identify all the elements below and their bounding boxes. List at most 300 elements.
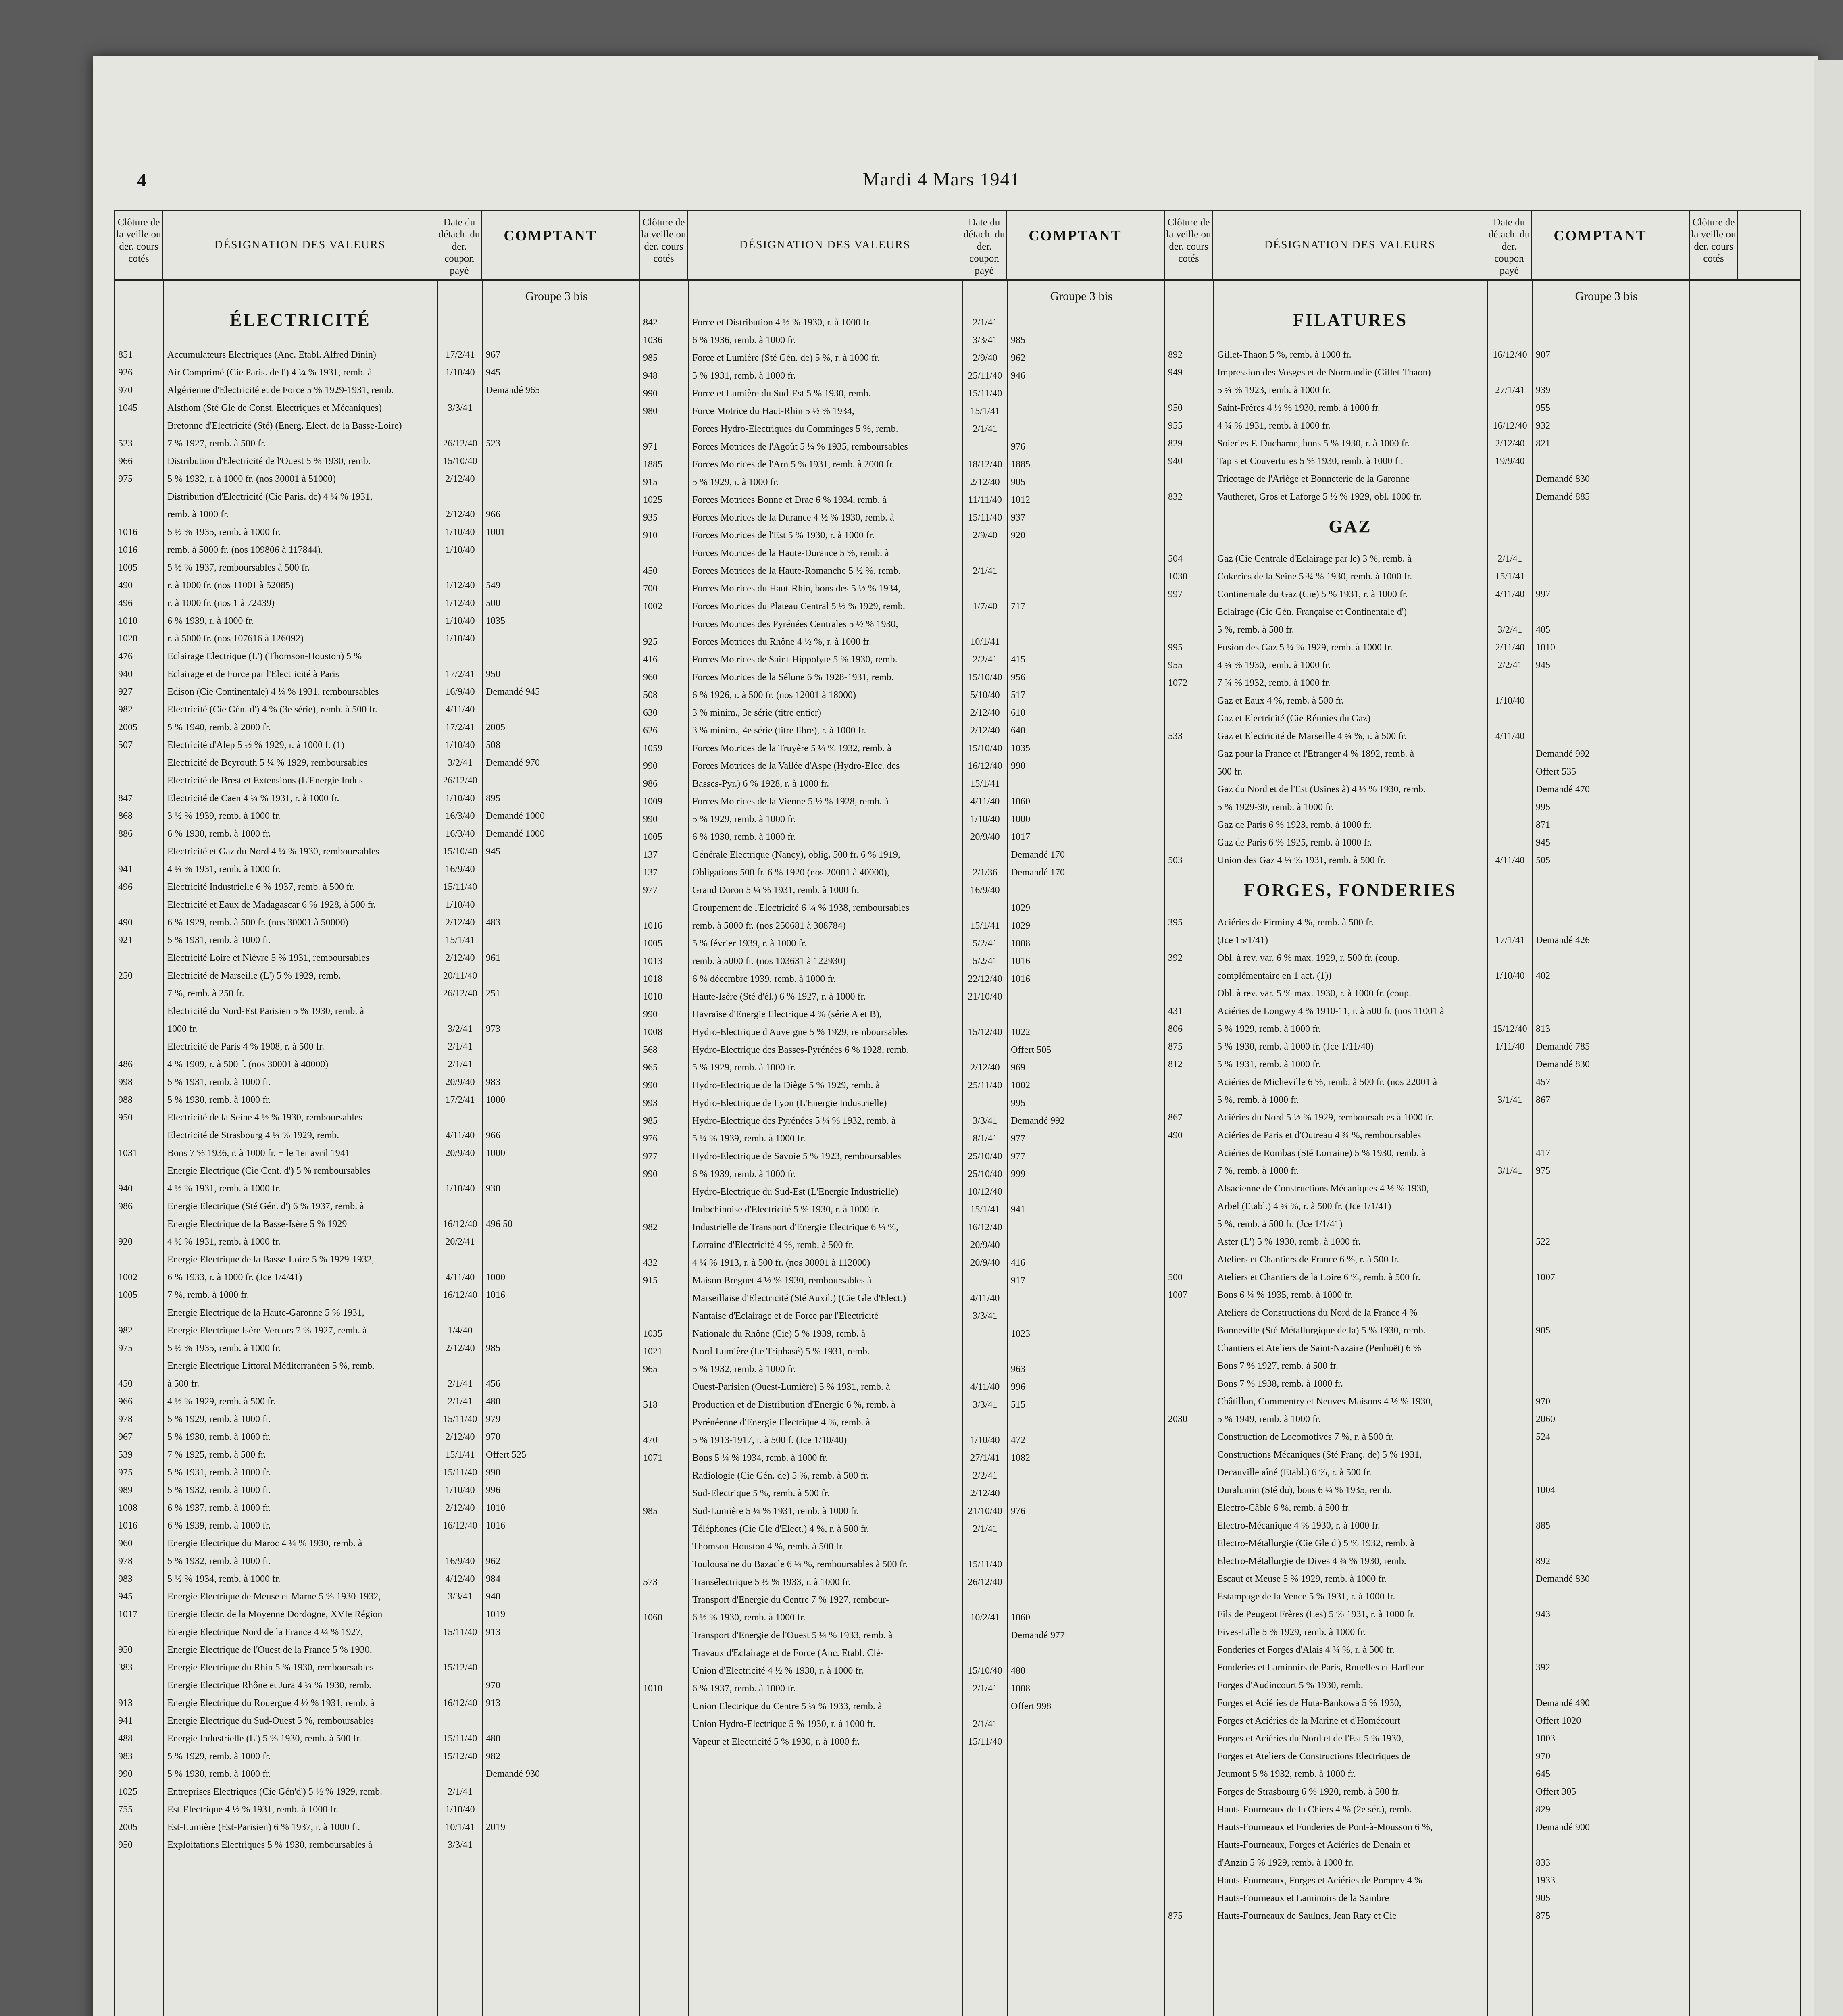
table-row bbox=[115, 1375, 639, 1393]
security-designation: 5 % 1929, r. à 1000 fr. bbox=[692, 477, 779, 487]
coupon-date: 3/2/41 bbox=[448, 758, 473, 768]
comptant-price: 1035 bbox=[486, 616, 505, 626]
comptant-price: 1023 bbox=[1011, 1329, 1030, 1339]
coupon-date: 17/1/41 bbox=[1495, 935, 1525, 946]
security-designation: 5 ½ % 1934, remb. à 1000 fr. bbox=[167, 1574, 281, 1584]
comptant-price: 907 bbox=[1536, 350, 1550, 360]
section-title: FILATURES bbox=[1293, 310, 1408, 330]
coupon-date: 15/11/40 bbox=[443, 1733, 477, 1744]
table-row bbox=[1165, 1215, 1689, 1233]
comptant-price: 1002 bbox=[1011, 1080, 1030, 1091]
comptant-price: 932 bbox=[1536, 421, 1550, 431]
security-designation: Electricité (Cie Gén. d') 4 % (3e série), remb. à 500 fr. bbox=[167, 704, 377, 715]
coupon-date: 5/2/41 bbox=[973, 956, 998, 966]
table-row bbox=[640, 846, 1164, 864]
security-designation: Electricité de la Seine 4 ½ % 1930, remboursables bbox=[167, 1112, 362, 1123]
security-designation: Forges et Ateliers de Constructions Electriques de bbox=[1217, 1751, 1411, 1762]
header-cloture: Clôture de la veille ou der. cours cotés bbox=[640, 211, 688, 279]
table-row bbox=[1165, 1020, 1689, 1038]
coupon-date: 2/12/40 bbox=[445, 917, 475, 928]
security-designation: Energie Electrique de la Haute-Garonne 5 % 1931, bbox=[167, 1308, 364, 1318]
cloture-value: 935 bbox=[643, 512, 658, 523]
table-row bbox=[115, 825, 639, 843]
table-row bbox=[640, 1307, 1164, 1325]
table-row bbox=[1165, 1747, 1689, 1765]
security-designation: Forges et Aciéries du Nord et de l'Est 5 % 1930, bbox=[1217, 1733, 1404, 1744]
header-comptant: COMPTANT bbox=[1554, 227, 1647, 244]
cloture-value: 1036 bbox=[643, 335, 662, 346]
security-designation: r. à 1000 fr. (nos 11001 à 52085) bbox=[167, 580, 294, 591]
table-row bbox=[640, 1556, 1164, 1573]
table-row bbox=[640, 1006, 1164, 1023]
comptant-price: 995 bbox=[1011, 1098, 1025, 1108]
table-row bbox=[1165, 1765, 1689, 1783]
cloture-value: 476 bbox=[118, 651, 133, 662]
comptant-price: 1008 bbox=[1011, 1683, 1030, 1694]
security-designation: 4 ½ % 1931, remb. à 1000 fr. bbox=[167, 1237, 281, 1247]
table-row bbox=[640, 1289, 1164, 1307]
table-row bbox=[1165, 1623, 1689, 1641]
cloture-value: 383 bbox=[118, 1662, 133, 1673]
cloture-value: 913 bbox=[118, 1698, 133, 1708]
comptant-price: 913 bbox=[486, 1627, 500, 1637]
security-designation: remb. à 1000 fr. bbox=[167, 509, 229, 520]
comptant-price: Demandé 426 bbox=[1536, 935, 1590, 946]
comptant-price: 995 bbox=[1536, 802, 1550, 812]
table-row bbox=[640, 899, 1164, 917]
comptant-price: Demandé 830 bbox=[1536, 474, 1590, 484]
table-row bbox=[1165, 674, 1689, 692]
table-row bbox=[640, 686, 1164, 704]
table-row bbox=[115, 506, 639, 523]
security-designation: 7 %, remb. à 250 fr. bbox=[167, 988, 244, 999]
comptant-price: 1029 bbox=[1011, 903, 1030, 913]
security-designation: 6 % 1930, remb. à 1000 fr. bbox=[167, 829, 271, 839]
header-comptant: COMPTANT bbox=[504, 227, 597, 244]
coupon-date: 26/12/40 bbox=[443, 438, 477, 449]
table-row bbox=[1165, 1889, 1689, 1907]
coupon-date: 17/2/41 bbox=[445, 1095, 475, 1105]
coupon-date: 4/11/40 bbox=[970, 1382, 1000, 1392]
cloture-value: 137 bbox=[643, 867, 658, 878]
table-row bbox=[115, 1109, 639, 1127]
cloture-value: 990 bbox=[643, 814, 658, 825]
listing-column-1 bbox=[115, 211, 639, 2016]
comptant-price: 1000 bbox=[486, 1095, 505, 1105]
security-designation: 5 ½ % 1935, remb. à 1000 fr. bbox=[167, 527, 281, 537]
cloture-value: 955 bbox=[1168, 660, 1183, 671]
security-designation: Ouest-Parisien (Ouest-Lumière) 5 % 1931, remb. à bbox=[692, 1382, 890, 1392]
table-row bbox=[1165, 1410, 1689, 1428]
table-header bbox=[640, 211, 1164, 281]
security-designation: 3 % minim., 3e série (titre entier) bbox=[692, 708, 821, 718]
table-row bbox=[640, 473, 1164, 491]
coupon-date: 3/2/41 bbox=[1497, 625, 1522, 635]
security-designation: Forces Motrices de la Vallée d'Aspe (Hydro-Elec. des bbox=[692, 761, 900, 771]
security-designation: Toulousaine du Bazacle 6 ¼ %, remboursables à 500 fr. bbox=[692, 1559, 908, 1570]
security-designation: Electricité d'Alep 5 ½ % 1929, r. à 1000 f. (1) bbox=[167, 740, 344, 750]
coupon-date: 3/3/41 bbox=[448, 403, 473, 413]
page-date: Mardi 4 Mars 1941 bbox=[863, 169, 1020, 190]
table-row bbox=[115, 1339, 639, 1357]
table-row bbox=[115, 630, 639, 648]
cloture-value: 496 bbox=[118, 882, 133, 892]
cloture-value: 518 bbox=[643, 1400, 658, 1410]
cloture-value: 392 bbox=[1168, 953, 1183, 963]
table-row bbox=[115, 435, 639, 452]
coupon-date: 2/1/36 bbox=[973, 867, 998, 878]
cloture-value: 986 bbox=[643, 779, 658, 789]
security-designation: Gillet-Thaon 5 %, remb. à 1000 fr. bbox=[1217, 350, 1352, 360]
coupon-date: 11/11/40 bbox=[968, 495, 1002, 505]
listing-column-3 bbox=[1165, 211, 1689, 2016]
security-designation: Forces Motrices de la Truyère 5 ¼ % 1932, remb. à bbox=[692, 743, 891, 754]
coupon-date: 27/1/41 bbox=[1495, 385, 1525, 396]
security-designation: Entreprises Electriques (Cie Gén'd') 5 ½ % 1929, remb. bbox=[167, 1787, 383, 1797]
coupon-date: 2/12/40 bbox=[970, 1488, 1000, 1499]
coupon-date: 25/11/40 bbox=[968, 371, 1002, 381]
security-designation: Hydro-Electrique de Lyon (L'Energie Industrielle) bbox=[692, 1098, 887, 1108]
coupon-date: 15/10/40 bbox=[968, 1666, 1002, 1676]
security-designation: Energie Electrique Nord de la France 4 ¼ % 1927, bbox=[167, 1627, 363, 1637]
comptant-price: 1933 bbox=[1536, 1875, 1555, 1886]
table-row bbox=[115, 807, 639, 825]
comptant-price: 885 bbox=[1536, 1520, 1550, 1531]
cloture-value: 910 bbox=[643, 530, 658, 541]
coupon-date: 4/11/40 bbox=[1495, 589, 1525, 600]
comptant-price: 917 bbox=[1011, 1275, 1025, 1286]
cloture-value: 1021 bbox=[643, 1346, 662, 1357]
table-row bbox=[640, 1502, 1164, 1520]
cloture-value: 1045 bbox=[118, 403, 137, 413]
security-designation: Energie Electrique Rhône et Jura 4 ¼ % 1930, remb. bbox=[167, 1680, 372, 1691]
header-designation: DÉSIGNATION DES VALEURS bbox=[1213, 211, 1487, 279]
cloture-value: 990 bbox=[643, 1169, 658, 1179]
security-designation: Energie Electrique du Rouergue 4 ½ % 1931, remb. à bbox=[167, 1698, 375, 1708]
cloture-value: 851 bbox=[118, 350, 133, 360]
security-designation: Saint-Frères 4 ½ % 1930, remb. à 1000 fr. bbox=[1217, 403, 1380, 413]
table-row bbox=[640, 1254, 1164, 1272]
cloture-value: 533 bbox=[1168, 731, 1183, 741]
security-designation: Electricité de Marseille (L') 5 % 1929, remb. bbox=[167, 971, 341, 981]
comptant-price: 950 bbox=[486, 669, 500, 679]
comptant-price: 970 bbox=[486, 1680, 500, 1691]
coupon-date: 3/3/41 bbox=[973, 1116, 998, 1126]
coupon-date: 4/11/40 bbox=[1495, 731, 1525, 741]
comptant-price: 985 bbox=[1011, 335, 1025, 346]
table-row bbox=[640, 1183, 1164, 1201]
security-designation: 7 % 1925, remb. à 500 fr. bbox=[167, 1450, 266, 1460]
cloture-value: 976 bbox=[643, 1133, 658, 1144]
table-row bbox=[640, 633, 1164, 651]
security-designation: Energie Electrique de l'Ouest de la France 5 % 1930, bbox=[167, 1645, 372, 1655]
cloture-value: 1059 bbox=[643, 743, 662, 754]
comptant-price: 1001 bbox=[486, 527, 505, 537]
table-row bbox=[640, 1041, 1164, 1059]
coupon-date: 17/2/41 bbox=[445, 669, 475, 679]
cloture-value: 988 bbox=[118, 1095, 133, 1105]
table-row bbox=[115, 1677, 639, 1694]
coupon-date: 1/10/40 bbox=[445, 1183, 475, 1194]
comptant-price: 480 bbox=[486, 1396, 500, 1407]
table-row bbox=[1165, 1907, 1689, 1925]
security-designation: Hauts-Fourneaux de la Chiers 4 % (2e sér.), remb. bbox=[1217, 1804, 1412, 1815]
coupon-date: 1/10/40 bbox=[445, 633, 475, 644]
cloture-value: 997 bbox=[1168, 589, 1183, 600]
security-designation: Forces Motrices du Haut-Rhin, bons des 5 ½ % 1934, bbox=[692, 583, 900, 594]
table-row bbox=[640, 544, 1164, 562]
cloture-value: 568 bbox=[643, 1045, 658, 1055]
table-row bbox=[115, 1730, 639, 1747]
coupon-date: 1/4/40 bbox=[448, 1325, 473, 1336]
cloture-value: 503 bbox=[1168, 855, 1183, 866]
table-row bbox=[1165, 1481, 1689, 1499]
security-designation: 7 % 1927, remb. à 500 fr. bbox=[167, 438, 266, 449]
table-row bbox=[115, 417, 639, 435]
security-designation: Gaz du Nord et de l'Est (Usines à) 4 ½ % 1930, remb. bbox=[1217, 784, 1426, 795]
security-designation: 6 % 1939, r. à 1000 fr. bbox=[167, 616, 254, 626]
cloture-value: 941 bbox=[118, 1716, 133, 1726]
table-row bbox=[115, 665, 639, 683]
coupon-date: 15/1/41 bbox=[970, 406, 1000, 417]
security-designation: Marseillaise d'Electricité (Sté Auxil.) (Cie Gle d'Elect.) bbox=[692, 1293, 906, 1304]
table-row bbox=[115, 1038, 639, 1056]
coupon-date: 1/10/40 bbox=[445, 793, 475, 804]
table-row bbox=[640, 1112, 1164, 1130]
table-row bbox=[115, 346, 639, 364]
header-cloture: Clôture de la veille ou der. cours cotés bbox=[115, 211, 163, 279]
table-row bbox=[115, 1765, 639, 1783]
cloture-value: 966 bbox=[118, 456, 133, 467]
coupon-date: 2/9/40 bbox=[973, 353, 998, 363]
coupon-date: 15/10/40 bbox=[443, 456, 477, 467]
table-row bbox=[115, 1251, 639, 1268]
security-designation: Hydro-Electrique d'Auvergne 5 % 1929, remboursables bbox=[692, 1027, 908, 1037]
table-header bbox=[115, 211, 639, 281]
table-row bbox=[640, 757, 1164, 775]
table-row bbox=[115, 1233, 639, 1251]
security-designation: Gaz et Eaux 4 %, remb. à 500 fr. bbox=[1217, 696, 1344, 706]
security-designation: Production et de Distribution d'Energie 6 %, remb. à bbox=[692, 1400, 895, 1410]
table-row bbox=[1165, 1641, 1689, 1659]
coupon-date: 2/1/41 bbox=[973, 1719, 998, 1729]
comptant-price: 1060 bbox=[1011, 796, 1030, 807]
cloture-value: 998 bbox=[118, 1077, 133, 1087]
security-designation: Forces Motrices du Rhône 4 ½ %, r. à 1000 fr. bbox=[692, 637, 871, 647]
coupon-date: 15/1/41 bbox=[445, 1450, 475, 1460]
security-designation: Energie Electrique de la Basse-Isère 5 % 1929 bbox=[167, 1219, 347, 1229]
table-row bbox=[640, 385, 1164, 402]
table-row bbox=[115, 931, 639, 949]
security-designation: 5 % 1931, remb. à 1000 fr. bbox=[167, 1467, 271, 1478]
cloture-value: 955 bbox=[1168, 421, 1183, 431]
rows-container bbox=[640, 314, 1164, 1751]
table-row bbox=[640, 651, 1164, 669]
table-row bbox=[115, 1286, 639, 1304]
table-row bbox=[1165, 798, 1689, 816]
table-row bbox=[640, 1662, 1164, 1680]
table-row bbox=[115, 612, 639, 630]
table-row bbox=[1165, 1339, 1689, 1357]
security-designation: 5 ¾ % 1923, remb. à 1000 fr. bbox=[1217, 385, 1331, 396]
table-row bbox=[1165, 1375, 1689, 1393]
table-row bbox=[115, 559, 639, 577]
header-designation: DÉSIGNATION DES VALEURS bbox=[163, 211, 437, 279]
cloture-value: 950 bbox=[1168, 403, 1183, 413]
comptant-price: 967 bbox=[486, 350, 500, 360]
comptant-price: 1885 bbox=[1011, 459, 1030, 470]
security-designation: 7 ¾ % 1932, remb. à 1000 fr. bbox=[1217, 678, 1331, 688]
table-row bbox=[640, 793, 1164, 810]
coupon-date: 16/12/40 bbox=[443, 1520, 477, 1531]
security-designation: 5 % 1931, remb. à 1000 fr. bbox=[167, 935, 271, 946]
security-designation: Groupement de l'Electricité 6 ¼ % 1938, remboursables bbox=[692, 903, 910, 913]
security-designation: Forges de Strasbourg 6 % 1920, remb. à 500 fr. bbox=[1217, 1787, 1400, 1797]
table-row bbox=[1165, 1109, 1689, 1127]
coupon-date: 15/10/40 bbox=[968, 672, 1002, 683]
security-designation: Energie Electrique Isère-Vercors 7 % 1927, remb. à bbox=[167, 1325, 367, 1336]
header-designation: DÉSIGNATION DES VALEURS bbox=[688, 211, 962, 279]
table-row bbox=[115, 1623, 639, 1641]
coupon-date: 16/12/40 bbox=[1493, 421, 1527, 431]
security-designation: Energie Electrique du Sud-Ouest 5 %, remboursables bbox=[167, 1716, 374, 1726]
comptant-price: Demandé 945 bbox=[486, 687, 540, 697]
cloture-value: 986 bbox=[118, 1201, 133, 1212]
table-row bbox=[115, 1570, 639, 1588]
coupon-date: 20/2/41 bbox=[445, 1237, 475, 1247]
security-designation: Electricité de Brest et Extensions (L'Energie Indus- bbox=[167, 775, 367, 786]
security-designation: 500 fr. bbox=[1217, 766, 1243, 777]
coupon-date: 15/12/40 bbox=[443, 1662, 477, 1673]
coupon-date: 2/9/40 bbox=[973, 530, 998, 541]
table-row bbox=[640, 1201, 1164, 1218]
coupon-date: 4/11/40 bbox=[970, 796, 1000, 807]
security-designation: Hydro-Electrique de la Diège 5 % 1929, remb. à bbox=[692, 1080, 880, 1091]
table-row bbox=[115, 985, 639, 1002]
security-designation: 6 % 1933, r. à 1000 fr. (Jce 1/4/41) bbox=[167, 1272, 302, 1283]
security-designation: Maison Breguet 4 ½ % 1930, remboursables à bbox=[692, 1275, 872, 1286]
comptant-price: 1003 bbox=[1536, 1733, 1555, 1744]
comptant-price: Demandé 977 bbox=[1011, 1630, 1065, 1641]
coupon-date: 2/12/40 bbox=[445, 509, 475, 520]
table-row bbox=[1165, 1712, 1689, 1730]
table-row bbox=[640, 1218, 1164, 1236]
table-row bbox=[640, 491, 1164, 509]
table-row bbox=[115, 1712, 639, 1730]
security-designation: Sud-Electrique 5 %, remb. à 500 fr. bbox=[692, 1488, 830, 1499]
cloture-value: 508 bbox=[643, 690, 658, 700]
comptant-price: 905 bbox=[1536, 1893, 1550, 1904]
group-label: Groupe 3 bis bbox=[1575, 289, 1638, 303]
comptant-price: 990 bbox=[486, 1467, 500, 1478]
coupon-date: 3/3/41 bbox=[973, 335, 998, 346]
comptant-price: 522 bbox=[1536, 1237, 1550, 1247]
coupon-date: 2/1/41 bbox=[973, 317, 998, 328]
security-designation: Hauts-Fourneaux, Forges et Aciéries de Pompey 4 % bbox=[1217, 1875, 1422, 1886]
comptant-price: 920 bbox=[1011, 530, 1025, 541]
cloture-value: 975 bbox=[118, 1343, 133, 1354]
security-designation: Vautheret, Gros et Laforge 5 ½ % 1929, obl. 1000 fr. bbox=[1217, 492, 1422, 502]
comptant-price: 940 bbox=[486, 1591, 500, 1602]
cloture-value: 948 bbox=[643, 371, 658, 381]
cloture-value: 2005 bbox=[118, 1822, 137, 1833]
security-designation: Bons 7 % 1936, r. à 1000 fr. + le 1er avril 1941 bbox=[167, 1148, 350, 1158]
table-row bbox=[115, 1464, 639, 1481]
table-row bbox=[115, 1144, 639, 1162]
table-row bbox=[640, 1520, 1164, 1538]
security-designation: 5 % 1932, remb. à 1000 fr. bbox=[692, 1364, 796, 1375]
comptant-price: 996 bbox=[1011, 1382, 1025, 1392]
cloture-value: 983 bbox=[118, 1751, 133, 1762]
coupon-date: 15/11/40 bbox=[968, 1737, 1002, 1747]
cloture-value: 573 bbox=[643, 1577, 658, 1587]
table-row bbox=[1165, 1357, 1689, 1375]
security-designation: Fusion des Gaz 5 ¼ % 1929, remb. à 1000 fr. bbox=[1217, 642, 1393, 653]
security-designation: Eclairage Electrique (L') (Thomson-Houston) 5 % bbox=[167, 651, 362, 662]
cloture-value: 983 bbox=[118, 1574, 133, 1584]
security-designation: Forces Motrices de Saint-Hippolyte 5 % 1930, remb. bbox=[692, 654, 898, 665]
cloture-value: 2030 bbox=[1168, 1414, 1187, 1425]
security-designation: 5 % février 1939, r. à 1000 fr. bbox=[692, 938, 807, 949]
comptant-price: Demandé 992 bbox=[1011, 1116, 1065, 1126]
cloture-value: 1071 bbox=[643, 1453, 662, 1463]
coupon-date: 3/3/41 bbox=[973, 1311, 998, 1321]
security-designation: 4 % 1909, r. à 500 f. (nos 30001 à 40000) bbox=[167, 1059, 329, 1070]
comptant-price: 973 bbox=[486, 1024, 500, 1034]
cloture-value: 1017 bbox=[118, 1609, 137, 1620]
security-designation: Aster (L') 5 % 1930, remb. à 1000 fr. bbox=[1217, 1237, 1361, 1247]
cloture-value: 915 bbox=[643, 1275, 658, 1286]
comptant-price: 977 bbox=[1011, 1151, 1025, 1162]
security-designation: Estampage de la Vence 5 % 1931, r. à 1000 fr. bbox=[1217, 1591, 1395, 1602]
comptant-price: 1012 bbox=[1011, 495, 1030, 505]
comptant-price: 976 bbox=[1011, 442, 1025, 452]
cloture-value: 1002 bbox=[643, 601, 662, 612]
security-designation: Electro-Métallurgie (Cie Gle d') 5 % 1932, remb. à bbox=[1217, 1538, 1415, 1549]
column-body bbox=[115, 285, 639, 2016]
security-designation: Nord-Lumière (Le Triphasé) 5 % 1931, remb. bbox=[692, 1346, 870, 1357]
cloture-value: 980 bbox=[643, 406, 658, 417]
coupon-date: 1/10/40 bbox=[445, 616, 475, 626]
table-header bbox=[1165, 211, 1689, 281]
security-designation: 6 ½ % 1930, remb. à 1000 fr. bbox=[692, 1612, 806, 1623]
table-row bbox=[640, 1591, 1164, 1609]
table-row bbox=[1165, 364, 1689, 381]
comptant-price: 997 bbox=[1536, 589, 1550, 600]
table-row bbox=[115, 1322, 639, 1339]
security-designation: 4 ¼ % 1931, remb. à 1000 fr. bbox=[167, 864, 281, 875]
coupon-date: 15/1/41 bbox=[970, 779, 1000, 789]
security-designation: Force Motrice du Haut-Rhin 5 ½ % 1934, bbox=[692, 406, 854, 417]
cloture-value: 960 bbox=[118, 1538, 133, 1549]
security-designation: Impression des Vosges et de Normandie (Gillet-Thaon) bbox=[1217, 367, 1431, 378]
listing-column-2 bbox=[640, 211, 1164, 2016]
cloture-value: 886 bbox=[118, 829, 133, 839]
coupon-date: 2/12/40 bbox=[445, 474, 475, 484]
table-header-partial bbox=[1690, 211, 1800, 281]
security-designation: 4 ¾ % 1931, remb. à 1000 fr. bbox=[1217, 421, 1331, 431]
header-date: Date du détach. du der. coupon payé bbox=[962, 211, 1007, 279]
listing-column-4-partial bbox=[1690, 211, 1800, 2016]
cloture-value: 523 bbox=[118, 438, 133, 449]
comptant-price: 480 bbox=[486, 1733, 500, 1744]
coupon-date: 3/3/41 bbox=[973, 1400, 998, 1410]
cloture-value: 985 bbox=[643, 353, 658, 363]
cloture-value: 950 bbox=[118, 1112, 133, 1123]
security-designation: Energie Electrique de Meuse et Marne 5 % 1930-1932, bbox=[167, 1591, 381, 1602]
table-row bbox=[1165, 550, 1689, 568]
cloture-value: 1020 bbox=[118, 633, 137, 644]
